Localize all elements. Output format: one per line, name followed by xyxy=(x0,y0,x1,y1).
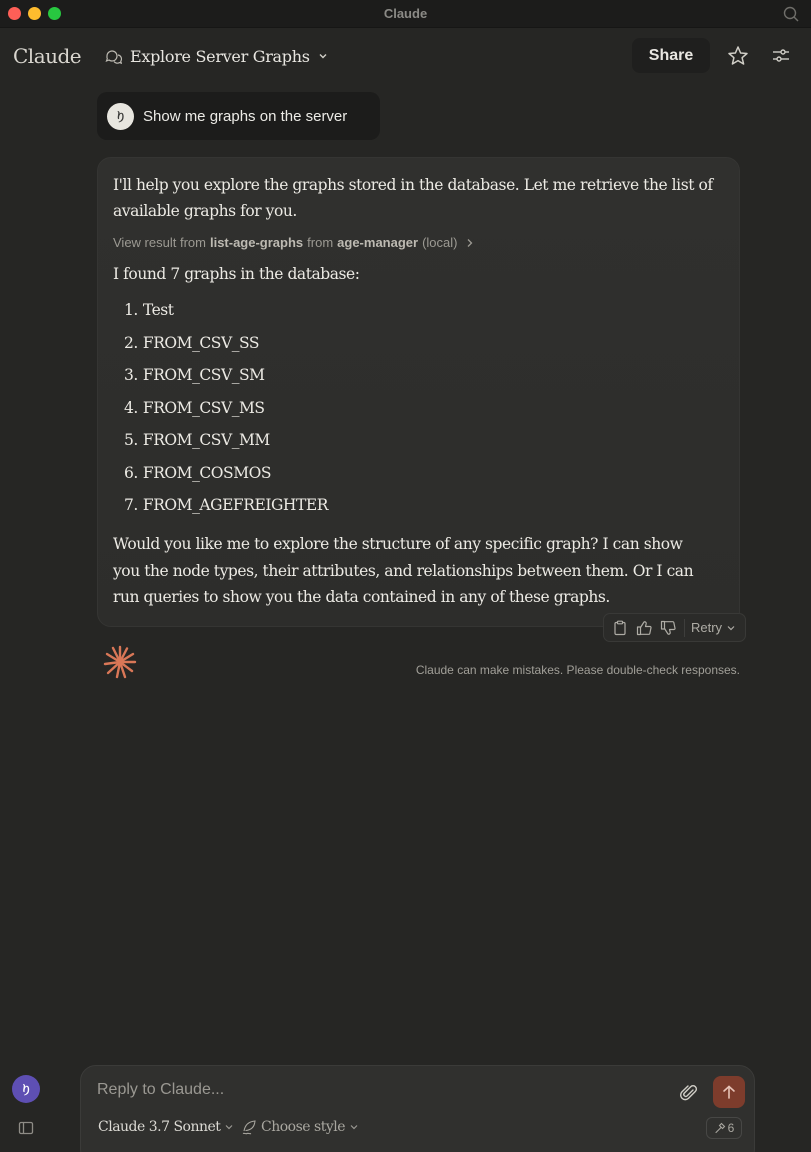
share-button[interactable]: Share xyxy=(632,38,710,73)
conversation-title: Explore Server Graphs xyxy=(130,46,310,66)
message-composer xyxy=(80,1065,755,1152)
graph-list-item: 1. Test xyxy=(124,301,174,319)
user-message-text: Show me graphs on the server xyxy=(143,107,348,125)
assistant-message xyxy=(97,157,740,627)
chevron-down-icon xyxy=(224,1122,234,1132)
tools-button[interactable] xyxy=(706,1117,742,1139)
reply-input[interactable] xyxy=(97,1078,657,1102)
quill-icon xyxy=(241,1119,257,1135)
tool-result-prefix: View result from xyxy=(113,235,206,250)
found-graphs-text: I found 7 graphs in the database: xyxy=(113,265,360,283)
user-message xyxy=(97,92,380,140)
conversation-title-dropdown[interactable] xyxy=(104,44,328,68)
assistant-closing-text: Would you like me to explore the structure of any specific graph? I can show you the node types, their attributes, and relationships between them. Or I can run queries to show you the data contained in any of these graphs. xyxy=(113,535,694,606)
graph-list-item: 2. FROM_CSV_SS xyxy=(124,333,260,352)
star-icon[interactable] xyxy=(727,45,749,67)
style-selector[interactable] xyxy=(241,1119,359,1135)
graph-list xyxy=(124,301,328,529)
claude-logo[interactable]: Claude xyxy=(13,44,82,68)
app-header xyxy=(0,28,811,84)
model-name: Claude 3.7 Sonnet xyxy=(98,1119,221,1135)
model-selector[interactable] xyxy=(98,1119,234,1135)
claude-spark-icon xyxy=(103,645,137,679)
retry-label: Retry xyxy=(691,620,723,635)
assistant-intro-text: I'll help you explore the graphs stored in the database. Let me retrieve the list of available graphs for you. xyxy=(113,176,713,220)
chevron-down-icon xyxy=(349,1122,359,1132)
search-icon[interactable] xyxy=(783,6,799,22)
send-button[interactable] xyxy=(713,1076,745,1108)
chat-bubbles-icon xyxy=(104,47,122,65)
thumbs-down-icon[interactable] xyxy=(660,620,676,636)
divider xyxy=(684,619,685,637)
graph-list-item: 4. FROM_CSV_MS xyxy=(124,398,265,417)
copy-icon[interactable] xyxy=(612,620,628,636)
user-avatar: り xyxy=(107,103,134,130)
tool-result-link[interactable] xyxy=(113,235,476,250)
chevron-right-icon xyxy=(464,237,476,249)
disclaimer-text: Claude can make mistakes. Please double-check responses. xyxy=(415,663,740,677)
tool-name: list-age-graphs xyxy=(209,235,304,250)
server-name: age-manager xyxy=(337,235,419,250)
chevron-down-icon xyxy=(318,51,328,61)
server-location: (local) xyxy=(422,235,458,250)
graph-list-item: 6. FROM_COSMOS xyxy=(124,463,272,482)
paperclip-icon[interactable] xyxy=(679,1083,699,1103)
window-title: Claude xyxy=(383,6,428,21)
message-actions xyxy=(603,613,746,642)
chevron-down-icon xyxy=(726,623,736,633)
tool-result-middle: from xyxy=(307,235,334,250)
graph-list-item: 7. FROM_AGEFREIGHTER xyxy=(124,496,328,514)
tools-count: 6 xyxy=(727,1121,735,1135)
account-avatar[interactable]: り xyxy=(12,1075,40,1103)
window-titlebar xyxy=(0,0,811,28)
graph-list-item: 3. FROM_CSV_SM xyxy=(124,366,265,384)
thumbs-up-icon[interactable] xyxy=(636,620,652,636)
graph-list-item: 5. FROM_CSV_MM xyxy=(124,431,270,449)
sliders-icon[interactable] xyxy=(771,46,791,66)
sidebar-toggle-icon[interactable] xyxy=(18,1120,34,1136)
hammer-icon xyxy=(714,1122,726,1134)
retry-button[interactable] xyxy=(691,620,736,635)
style-label: Choose style xyxy=(261,1119,345,1135)
arrow-up-icon xyxy=(721,1084,737,1100)
